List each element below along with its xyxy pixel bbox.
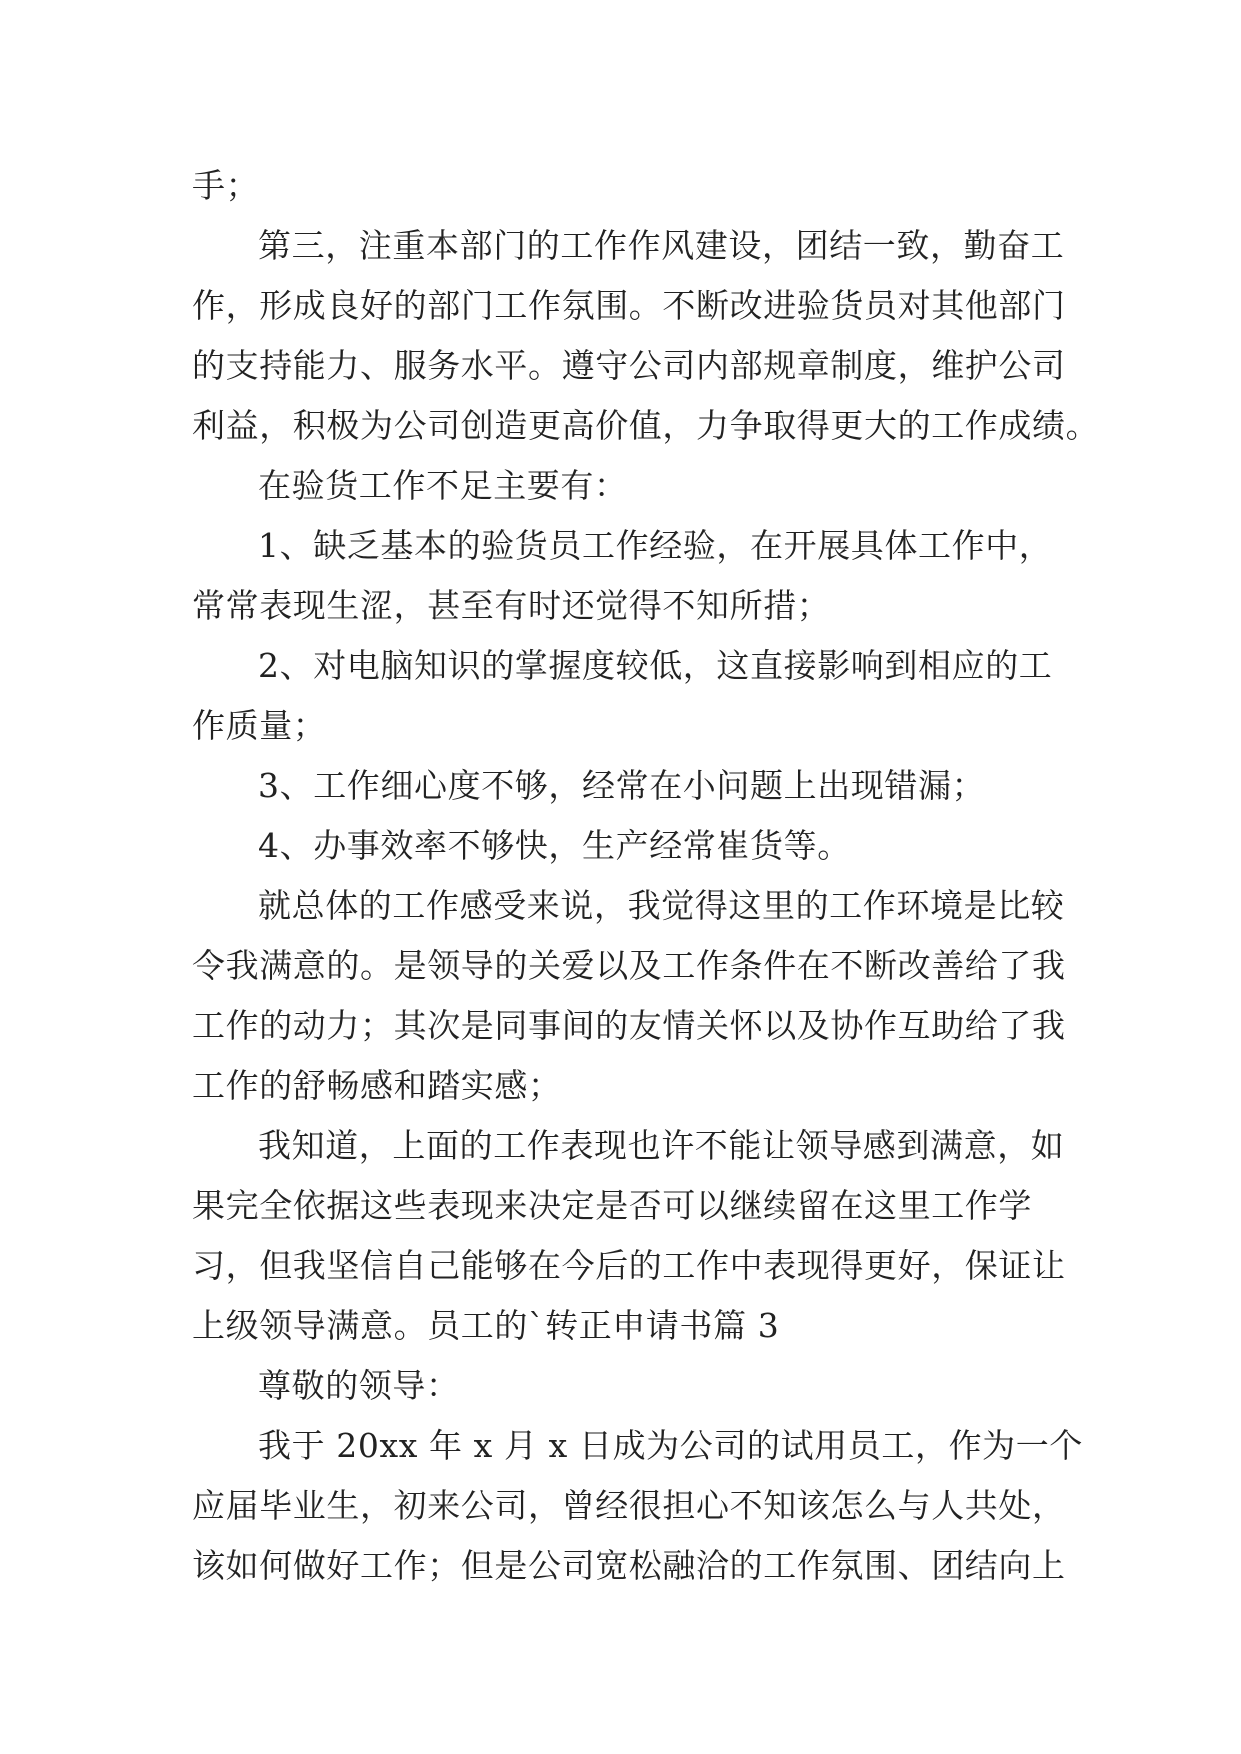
text-line-16: 工作的舒畅感和踏实感； — [192, 1066, 562, 1105]
text-line-17: 我知道，上面的工作表现也许不能让领导感到满意，如 — [258, 1126, 1065, 1165]
text-line-9: 2、对电脑知识的掌握度较低，这直接影响到相应的工 — [258, 646, 1053, 685]
text-line-1: 手； — [192, 166, 260, 205]
text-line-12: 4、办事效率不够快，生产经常崔货等。 — [258, 826, 851, 865]
text-line-2: 第三，注重本部门的工作作风建设，团结一致，勤奋工 — [258, 226, 1065, 265]
text-line-10: 作质量； — [192, 706, 327, 745]
text-line-23: 应届毕业生，初来公司，曾经很担心不知该怎么与人共处， — [192, 1486, 1066, 1525]
text-line-6: 在验货工作不足主要有： — [258, 466, 628, 505]
text-line-24: 该如何做好工作；但是公司宽松融洽的工作氛围、团结向上 — [192, 1546, 1066, 1585]
document-page — [192, 156, 1100, 1596]
text-line-19: 习，但我坚信自己能够在今后的工作中表现得更好，保证让 — [192, 1246, 1066, 1285]
text-line-3: 作，形成良好的部门工作氛围。不断改进验货员对其他部门 — [192, 286, 1066, 325]
text-line-18: 果完全依据这些表现来决定是否可以继续留在这里工作学 — [192, 1186, 1032, 1225]
text-line-5: 利益，积极为公司创造更高价值，力争取得更大的工作成绩。 — [192, 406, 1100, 445]
text-line-13: 就总体的工作感受来说，我觉得这里的工作环境是比较 — [258, 886, 1065, 925]
text-line-22: 我于 20xx 年 x 月 x 日成为公司的试用员工，作为一个 — [258, 1426, 1083, 1465]
text-line-14: 令我满意的。是领导的关爱以及工作条件在不断改善给了我 — [192, 946, 1066, 985]
text-line-11: 3、工作细心度不够，经常在小问题上出现错漏； — [258, 766, 986, 805]
text-line-7: 1、缺乏基本的验货员工作经验，在开展具体工作中， — [258, 526, 1053, 565]
text-line-15: 工作的动力；其次是同事间的友情关怀以及协作互助给了我 — [192, 1006, 1066, 1045]
text-line-21: 尊敬的领导： — [258, 1366, 460, 1405]
text-line-4: 的支持能力、服务水平。遵守公司内部规章制度，维护公司 — [192, 346, 1066, 385]
text-line-20: 上级领导满意。员工的`转正申请书篇 3 — [192, 1306, 780, 1345]
text-line-8: 常常表现生涩，甚至有时还觉得不知所措； — [192, 586, 831, 625]
